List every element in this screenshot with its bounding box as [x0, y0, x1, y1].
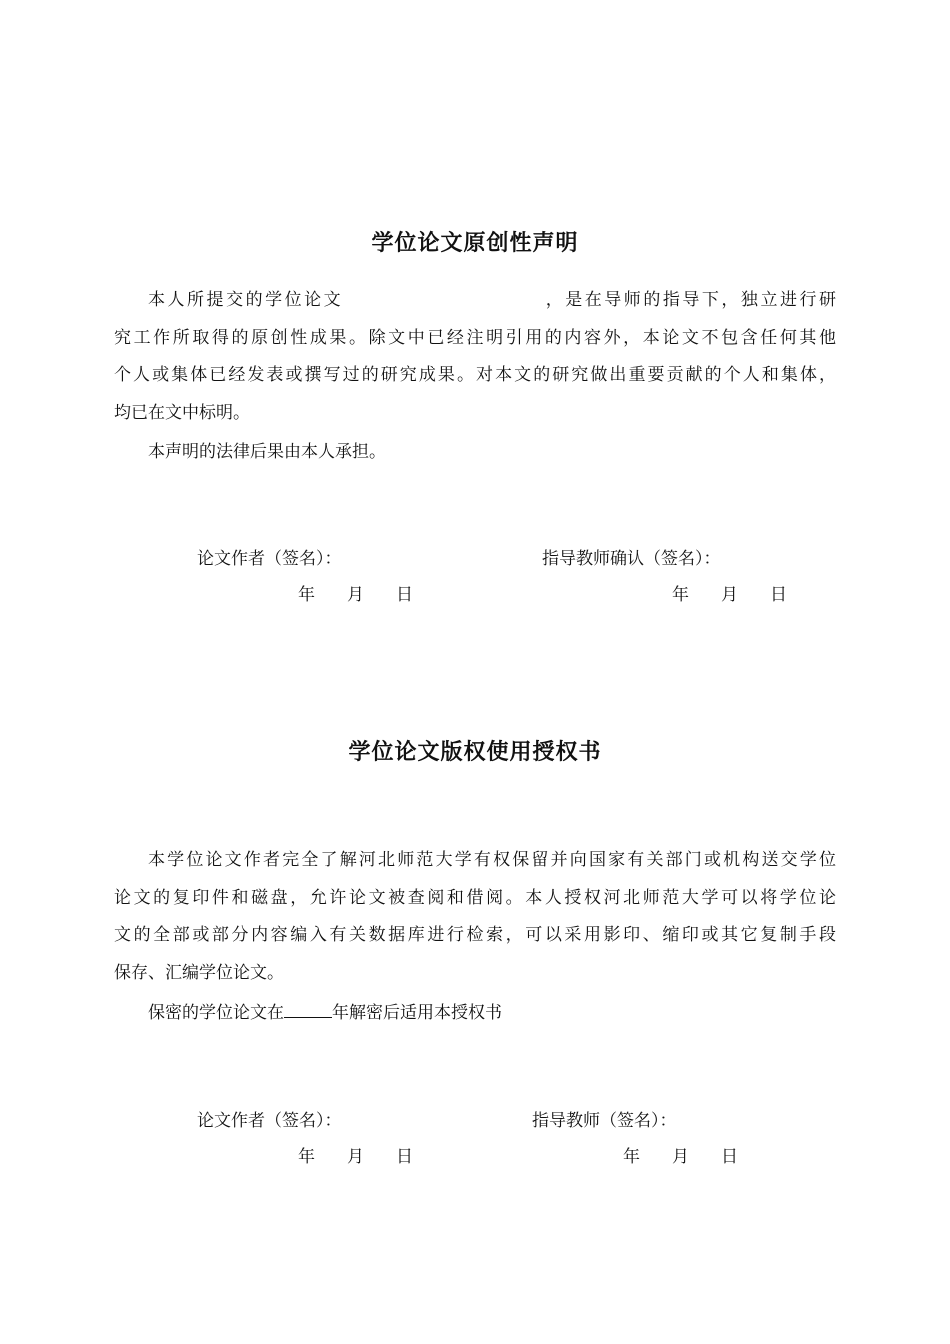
declaration-line-3: 个人或集体已经发表或撰写过的研究成果。对本文的研究做出重要贡献的个人和集体， — [114, 365, 836, 385]
authorization-title: 学位论文版权使用授权书 — [348, 740, 602, 765]
authorization-line-3: 文的全部或部分内容编入有关数据库进行检索，可以采用影印、缩印或其它复制手段 — [114, 925, 836, 945]
declaration-paragraph — [114, 282, 836, 432]
confidential-text-a: 保密的学位论文在 — [148, 1003, 284, 1023]
declaration-text-b: ，是在导师的指导下，独立进行研 — [543, 290, 837, 310]
date-day: 日 — [721, 1147, 738, 1167]
authorization-line-1: 本学位论文作者完全了解河北师范大学有权保留并向国家有关部门或机构送交学位 — [148, 850, 836, 870]
date-day: 日 — [396, 1147, 413, 1167]
authorization-line-4: 保存、汇编学位论文。 — [114, 962, 284, 983]
authorization-paragraph — [114, 842, 836, 992]
declaration-author-signature-label: 论文作者（签名）： — [197, 549, 342, 569]
date-month: 月 — [672, 1147, 689, 1167]
authorization-advisor-signature-label: 指导教师（签名）： — [532, 1111, 677, 1131]
date-day: 日 — [396, 585, 413, 605]
confidential-text-b: 年解密后适用本授权书 — [332, 1003, 502, 1023]
declaration-line-4: 均已在文中标明。 — [114, 402, 250, 423]
declaration-text-a: 本人所提交的学位论文 — [148, 290, 344, 310]
authorization-author-date — [298, 1142, 413, 1167]
date-year: 年 — [672, 585, 689, 605]
declaration-legal-note: 本声明的法律后果由本人承担。 — [148, 442, 386, 462]
declaration-advisor-date — [672, 580, 787, 605]
confidential-clause — [148, 998, 502, 1023]
years-blank — [284, 1003, 332, 1018]
authorization-advisor-date — [623, 1142, 738, 1167]
declaration-author-date — [298, 580, 413, 605]
date-year: 年 — [623, 1147, 640, 1167]
date-month: 月 — [721, 585, 738, 605]
date-year: 年 — [298, 585, 315, 605]
date-month: 月 — [347, 1147, 364, 1167]
date-year: 年 — [298, 1147, 315, 1167]
authorization-author-signature-label: 论文作者（签名）： — [197, 1111, 342, 1131]
date-day: 日 — [770, 585, 787, 605]
date-month: 月 — [347, 585, 364, 605]
authorization-line-2: 论文的复印件和磁盘，允许论文被查阅和借阅。本人授权河北师范大学可以将学位论 — [114, 887, 836, 908]
declaration-line-1 — [114, 282, 836, 320]
declaration-advisor-signature-label: 指导教师确认（签名）： — [542, 549, 721, 569]
declaration-line-2: 究工作所取得的原创性成果。除文中已经注明引用的内容外，本论文不包含任何其他 — [114, 327, 836, 348]
declaration-title: 学位论文原创性声明 — [371, 231, 579, 256]
